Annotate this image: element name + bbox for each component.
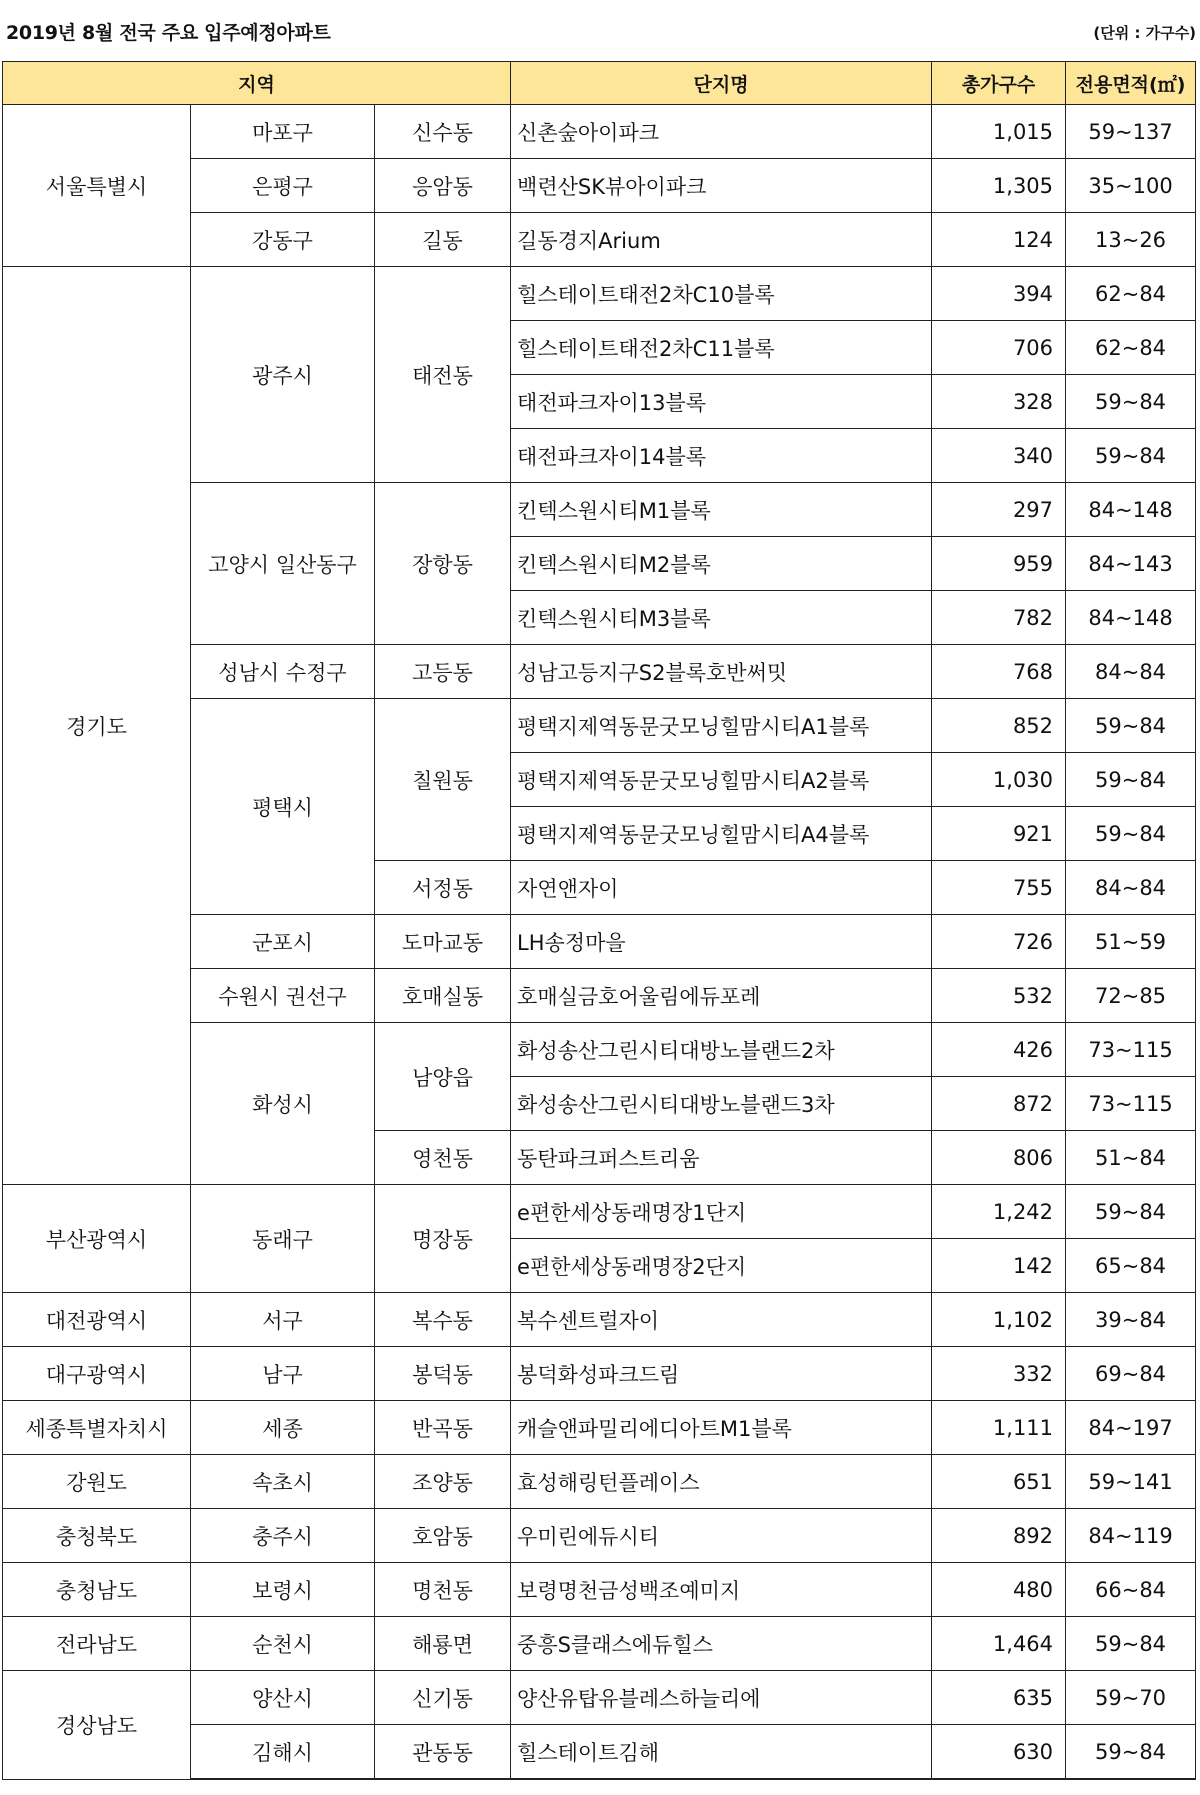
header-households: 총가구수 [932,62,1066,105]
dong-cell: 응암동 [375,159,511,213]
dong-cell: 칠원동 [375,699,511,861]
province-cell: 부산광역시 [3,1185,191,1293]
households-cell: 426 [932,1023,1066,1077]
area-cell: 62~84 [1066,321,1196,375]
households-cell: 340 [932,429,1066,483]
dong-cell: 명장동 [375,1185,511,1293]
complex-name-cell: 성남고등지구S2블록호반써밋 [511,645,932,699]
households-cell: 782 [932,591,1066,645]
city-cell: 평택시 [191,699,375,915]
province-cell: 충청북도 [3,1509,191,1563]
city-cell: 광주시 [191,267,375,483]
area-cell: 73~115 [1066,1023,1196,1077]
dong-cell: 신기동 [375,1671,511,1725]
area-cell: 59~84 [1066,429,1196,483]
province-cell: 세종특별자치시 [3,1401,191,1455]
area-cell: 84~84 [1066,861,1196,915]
dong-cell: 고등동 [375,645,511,699]
complex-name-cell: 백련산SK뷰아이파크 [511,159,932,213]
households-cell: 1,464 [932,1617,1066,1671]
area-cell: 65~84 [1066,1239,1196,1293]
city-cell: 남구 [191,1347,375,1401]
dong-cell: 장항동 [375,483,511,645]
area-cell: 39~84 [1066,1293,1196,1347]
city-cell: 양산시 [191,1671,375,1725]
city-cell: 은평구 [191,159,375,213]
households-cell: 1,111 [932,1401,1066,1455]
province-cell: 경기도 [3,267,191,1185]
households-cell: 635 [932,1671,1066,1725]
table-row [3,105,1196,159]
area-cell: 73~115 [1066,1077,1196,1131]
complex-name-cell: 우미린에듀시티 [511,1509,932,1563]
table-row [3,1617,1196,1671]
area-cell: 84~148 [1066,483,1196,537]
area-cell: 59~84 [1066,1617,1196,1671]
area-cell: 84~197 [1066,1401,1196,1455]
area-cell: 84~148 [1066,591,1196,645]
table-row [3,1401,1196,1455]
dong-cell: 영천동 [375,1131,511,1185]
city-cell: 보령시 [191,1563,375,1617]
households-cell: 480 [932,1563,1066,1617]
households-cell: 959 [932,537,1066,591]
header-area: 전용면적(㎡) [1066,62,1196,105]
city-cell: 성남시 수정구 [191,645,375,699]
header-region: 지역 [3,62,511,105]
dong-cell: 반곡동 [375,1401,511,1455]
complex-name-cell: 평택지제역동문굿모닝힐맘시티A2블록 [511,753,932,807]
households-cell: 328 [932,375,1066,429]
dong-cell: 도마교동 [375,915,511,969]
complex-name-cell: e편한세상동래명장1단지 [511,1185,932,1239]
households-cell: 630 [932,1725,1066,1780]
table-row [3,1563,1196,1617]
area-cell: 69~84 [1066,1347,1196,1401]
households-cell: 706 [932,321,1066,375]
complex-name-cell: 태전파크자이14블록 [511,429,932,483]
area-cell: 59~84 [1066,699,1196,753]
dong-cell: 남양읍 [375,1023,511,1131]
complex-name-cell: 힐스테이트태전2차C10블록 [511,267,932,321]
city-cell: 속초시 [191,1455,375,1509]
complex-name-cell: 효성해링턴플레이스 [511,1455,932,1509]
households-cell: 852 [932,699,1066,753]
dong-cell: 호매실동 [375,969,511,1023]
households-cell: 1,305 [932,159,1066,213]
area-cell: 59~84 [1066,753,1196,807]
complex-name-cell: 보령명천금성백조예미지 [511,1563,932,1617]
households-cell: 332 [932,1347,1066,1401]
households-cell: 892 [932,1509,1066,1563]
city-cell: 고양시 일산동구 [191,483,375,645]
complex-name-cell: 양산유탑유블레스하늘리에 [511,1671,932,1725]
city-cell: 동래구 [191,1185,375,1293]
households-cell: 1,242 [932,1185,1066,1239]
area-cell: 59~70 [1066,1671,1196,1725]
area-cell: 59~141 [1066,1455,1196,1509]
households-cell: 1,030 [932,753,1066,807]
header-complex: 단지명 [511,62,932,105]
city-cell: 군포시 [191,915,375,969]
dong-cell: 관동동 [375,1725,511,1780]
area-cell: 84~119 [1066,1509,1196,1563]
complex-name-cell: 킨텍스원시티M2블록 [511,537,932,591]
apartment-table [2,61,1196,1780]
dong-cell: 봉덕동 [375,1347,511,1401]
complex-name-cell: 킨텍스원시티M3블록 [511,591,932,645]
dong-cell: 호암동 [375,1509,511,1563]
area-cell: 59~84 [1066,1185,1196,1239]
area-cell: 35~100 [1066,159,1196,213]
dong-cell: 복수동 [375,1293,511,1347]
city-cell: 김해시 [191,1725,375,1780]
city-cell: 강동구 [191,213,375,267]
province-cell: 경상남도 [3,1671,191,1780]
complex-name-cell: 호매실금호어울림에듀포레 [511,969,932,1023]
city-cell: 화성시 [191,1023,375,1185]
complex-name-cell: 봉덕화성파크드림 [511,1347,932,1401]
area-cell: 84~84 [1066,645,1196,699]
complex-name-cell: 복수센트럴자이 [511,1293,932,1347]
dong-cell: 명천동 [375,1563,511,1617]
city-cell: 충주시 [191,1509,375,1563]
province-cell: 대전광역시 [3,1293,191,1347]
province-cell: 충청남도 [3,1563,191,1617]
complex-name-cell: 신촌숲아이파크 [511,105,932,159]
table-row [3,1185,1196,1239]
dong-cell: 길동 [375,213,511,267]
households-cell: 1,015 [932,105,1066,159]
complex-name-cell: 동탄파크퍼스트리움 [511,1131,932,1185]
complex-name-cell: 화성송산그린시티대방노블랜드3차 [511,1077,932,1131]
complex-name-cell: 자연앤자이 [511,861,932,915]
complex-name-cell: 캐슬앤파밀리에디아트M1블록 [511,1401,932,1455]
dong-cell: 서정동 [375,861,511,915]
area-cell: 51~59 [1066,915,1196,969]
city-cell: 마포구 [191,105,375,159]
area-cell: 72~85 [1066,969,1196,1023]
dong-cell: 해룡면 [375,1617,511,1671]
province-cell: 서울특별시 [3,105,191,267]
table-row [3,1509,1196,1563]
area-cell: 59~84 [1066,375,1196,429]
area-cell: 84~143 [1066,537,1196,591]
table-row [3,1671,1196,1725]
dong-cell: 태전동 [375,267,511,483]
complex-name-cell: 평택지제역동문굿모닝힐맘시티A4블록 [511,807,932,861]
area-cell: 59~84 [1066,807,1196,861]
complex-name-cell: 힐스테이트태전2차C11블록 [511,321,932,375]
province-cell: 강원도 [3,1455,191,1509]
households-cell: 651 [932,1455,1066,1509]
area-cell: 13~26 [1066,213,1196,267]
area-cell: 59~137 [1066,105,1196,159]
table-row [3,1347,1196,1401]
dong-cell: 신수동 [375,105,511,159]
unit-note: (단위 : 가구수) [1093,24,1196,42]
complex-name-cell: 킨텍스원시티M1블록 [511,483,932,537]
households-cell: 297 [932,483,1066,537]
complex-name-cell: 중흥S클래스에듀힐스 [511,1617,932,1671]
complex-name-cell: 길동경지Arium [511,213,932,267]
households-cell: 806 [932,1131,1066,1185]
households-cell: 1,102 [932,1293,1066,1347]
households-cell: 726 [932,915,1066,969]
households-cell: 532 [932,969,1066,1023]
area-cell: 66~84 [1066,1563,1196,1617]
complex-name-cell: 평택지제역동문굿모닝힐맘시티A1블록 [511,699,932,753]
area-cell: 62~84 [1066,267,1196,321]
header-row [3,62,1196,105]
table-row [3,1455,1196,1509]
city-cell: 서구 [191,1293,375,1347]
households-cell: 394 [932,267,1066,321]
households-cell: 872 [932,1077,1066,1131]
area-cell: 59~84 [1066,1725,1196,1780]
table-row [3,267,1196,321]
dong-cell: 조양동 [375,1455,511,1509]
households-cell: 768 [932,645,1066,699]
area-cell: 51~84 [1066,1131,1196,1185]
households-cell: 755 [932,861,1066,915]
page-title: 2019년 8월 전국 주요 입주예정아파트 [6,22,331,44]
complex-name-cell: 태전파크자이13블록 [511,375,932,429]
complex-name-cell: 화성송산그린시티대방노블랜드2차 [511,1023,932,1077]
province-cell: 대구광역시 [3,1347,191,1401]
households-cell: 142 [932,1239,1066,1293]
city-cell: 수원시 권선구 [191,969,375,1023]
complex-name-cell: LH송정마을 [511,915,932,969]
city-cell: 순천시 [191,1617,375,1671]
complex-name-cell: 힐스테이트김해 [511,1725,932,1780]
households-cell: 124 [932,213,1066,267]
province-cell: 전라남도 [3,1617,191,1671]
city-cell: 세종 [191,1401,375,1455]
households-cell: 921 [932,807,1066,861]
complex-name-cell: e편한세상동래명장2단지 [511,1239,932,1293]
table-row [3,1293,1196,1347]
